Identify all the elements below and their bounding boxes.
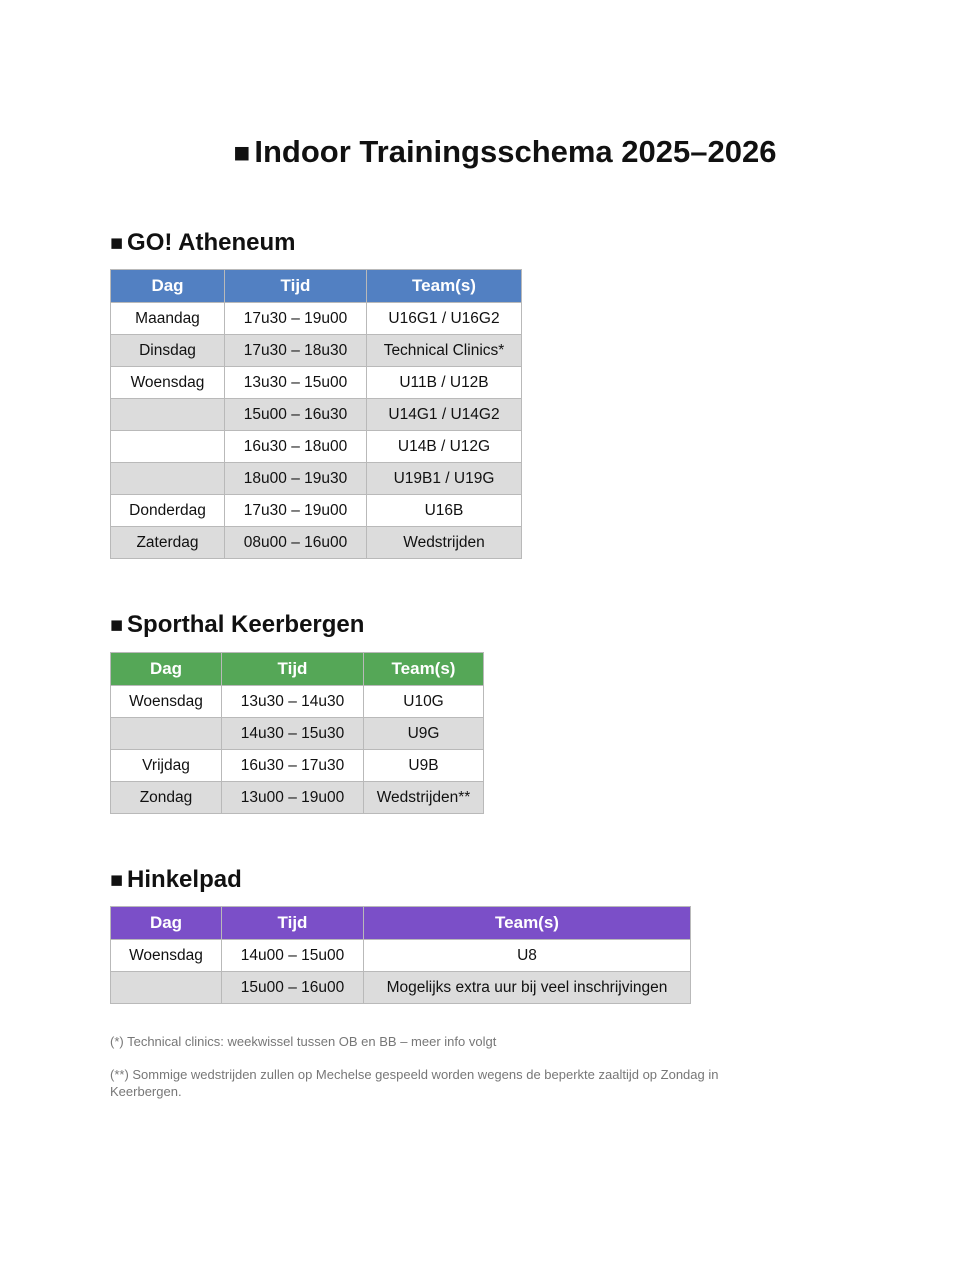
table-row <box>111 335 522 367</box>
day-cell: Maandag <box>111 303 225 335</box>
time-cell: 16u30 – 18u00 <box>225 431 367 463</box>
square-icon: ■ <box>110 612 124 637</box>
table-row <box>111 940 691 972</box>
page-title-text: Indoor Trainingsschema 2025–2026 <box>254 134 777 169</box>
table-row <box>111 972 691 1004</box>
table-row <box>111 718 484 750</box>
team-cell: U14G1 / U14G2 <box>367 399 522 431</box>
table-row <box>111 399 522 431</box>
footnote-technical-clinics: (*) Technical clinics: weekwissel tussen OB en BB – meer info volgt <box>110 1034 497 1049</box>
section-title-keerbergen: ■ Sporthal Keerbergen <box>110 611 365 638</box>
table-row <box>111 750 484 782</box>
column-header: Tijd <box>225 270 367 303</box>
day-cell: Woensdag <box>111 367 225 399</box>
time-cell: 08u00 – 16u00 <box>225 527 367 559</box>
time-cell: 17u30 – 18u30 <box>225 335 367 367</box>
team-cell: Wedstrijden** <box>364 782 484 814</box>
day-cell: Zondag <box>111 782 222 814</box>
column-header: Tijd <box>222 653 364 686</box>
table-header-row <box>111 270 522 303</box>
table-row <box>111 782 484 814</box>
square-icon: ■ <box>110 230 124 255</box>
table-row <box>111 527 522 559</box>
page-title <box>0 134 978 170</box>
table-header-row <box>111 653 484 686</box>
team-cell: U16G1 / U16G2 <box>367 303 522 335</box>
table-row <box>111 495 522 527</box>
table-row <box>111 463 522 495</box>
team-cell: U11B / U12B <box>367 367 522 399</box>
column-header: Team(s) <box>364 653 484 686</box>
time-cell: 14u00 – 15u00 <box>222 940 364 972</box>
table-row <box>111 303 522 335</box>
square-icon: ■ <box>233 137 251 168</box>
section-title-hinkelpad: ■ Hinkelpad <box>110 866 242 893</box>
day-cell <box>111 972 222 1004</box>
column-header: Team(s) <box>367 270 522 303</box>
time-cell: 14u30 – 15u30 <box>222 718 364 750</box>
day-cell: Zaterdag <box>111 527 225 559</box>
day-cell: Woensdag <box>111 686 222 718</box>
schedule-table-atheneum <box>110 269 522 559</box>
table-row <box>111 686 484 718</box>
schedule-table-hinkelpad <box>110 906 691 1004</box>
time-cell: 13u00 – 19u00 <box>222 782 364 814</box>
team-cell: U9G <box>364 718 484 750</box>
day-cell <box>111 399 225 431</box>
day-cell: Vrijdag <box>111 750 222 782</box>
section-title-atheneum: ■ GO! Atheneum <box>110 229 296 256</box>
team-cell: Technical Clinics* <box>367 335 522 367</box>
team-cell: U9B <box>364 750 484 782</box>
day-cell <box>111 718 222 750</box>
footnote-wedstrijden: (**) Sommige wedstrijden zullen op Mechelse gespeeld worden wegens de beperkte zaaltijd op Zondag in Keerbergen. <box>110 1067 719 1099</box>
time-cell: 15u00 – 16u00 <box>222 972 364 1004</box>
team-cell: U16B <box>367 495 522 527</box>
team-cell: U14B / U12G <box>367 431 522 463</box>
column-header: Dag <box>111 907 222 940</box>
table-row <box>111 431 522 463</box>
column-header: Dag <box>111 653 222 686</box>
day-cell: Dinsdag <box>111 335 225 367</box>
time-cell: 17u30 – 19u00 <box>225 303 367 335</box>
team-cell: U8 <box>364 940 691 972</box>
column-header: Tijd <box>222 907 364 940</box>
time-cell: 15u00 – 16u30 <box>225 399 367 431</box>
team-cell: U19B1 / U19G <box>367 463 522 495</box>
day-cell <box>111 431 225 463</box>
day-cell: Woensdag <box>111 940 222 972</box>
time-cell: 18u00 – 19u30 <box>225 463 367 495</box>
table-row <box>111 367 522 399</box>
table-header-row <box>111 907 691 940</box>
time-cell: 16u30 – 17u30 <box>222 750 364 782</box>
column-header: Team(s) <box>364 907 691 940</box>
column-header: Dag <box>111 270 225 303</box>
square-icon: ■ <box>110 867 124 892</box>
team-cell: Mogelijks extra uur bij veel inschrijvingen <box>364 972 691 1004</box>
time-cell: 17u30 – 19u00 <box>225 495 367 527</box>
time-cell: 13u30 – 15u00 <box>225 367 367 399</box>
time-cell: 13u30 – 14u30 <box>222 686 364 718</box>
team-cell: Wedstrijden <box>367 527 522 559</box>
day-cell <box>111 463 225 495</box>
team-cell: U10G <box>364 686 484 718</box>
day-cell: Donderdag <box>111 495 225 527</box>
schedule-table-keerbergen <box>110 652 484 814</box>
